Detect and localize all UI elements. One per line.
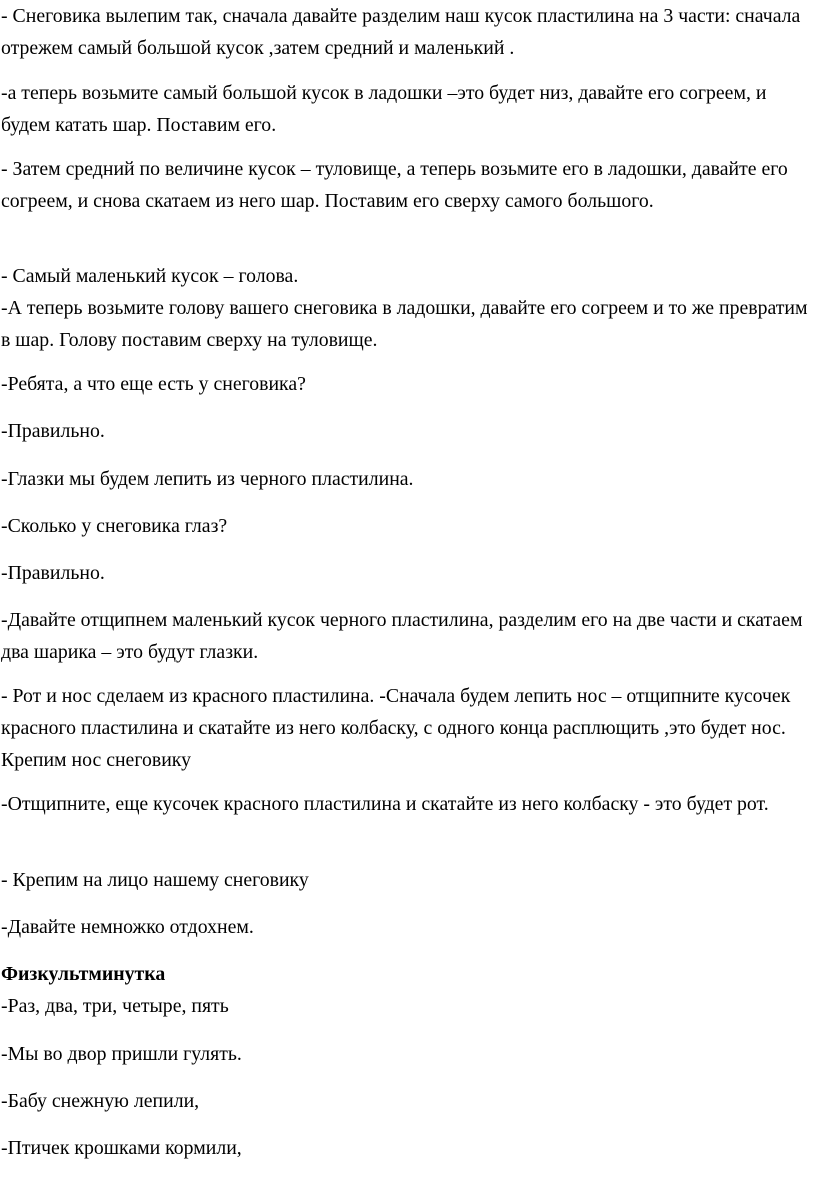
paragraph-12: - Рот и нос сделаем из красного пластилина. -Сначала будем лепить нос – отщипните кусочек красного пластилина и скатайте из него колбаску, с одного конца расплющить ,это будет нос. Крепим нос снеговику: [1, 685, 791, 771]
paragraph-6: -Ребята, а что еще есть у снеговика?: [1, 373, 306, 395]
paragraph-1: - Снеговика вылепим так, сначала давайте разделим наш кусок пластилина на 3 части: сначала отрежем самый большой кусок ,затем средний и маленький .: [1, 5, 801, 59]
paragraph-13: -Отщипните, еще кусочек красного пластилина и скатайте из него колбаску - это будет рот.: [1, 793, 769, 815]
poem-line-1: -Раз, два, три, четыре, пять: [1, 995, 229, 1017]
paragraph-15: -Давайте немножко отдохнем.: [1, 916, 254, 938]
paragraph-14: - Крепим на лицо нашему снеговику: [1, 869, 309, 891]
poem-line-2: -Мы во двор пришли гулять.: [1, 1043, 242, 1065]
paragraph-2: -а теперь возьмите самый большой кусок в ладошки –это будет низ, давайте его согреем, и будем катать шар. Поставим его.: [1, 82, 767, 136]
section-heading: Физкультминутка: [1, 963, 166, 985]
paragraph-3: - Затем средний по величине кусок – туловище, а теперь возьмите его в ладошки, давайте его согреем, и снова скатаем из него шар. Поставим его сверху самого большого.: [1, 158, 788, 212]
paragraph-4: - Самый маленький кусок – голова.: [1, 265, 299, 287]
paragraph-5: -А теперь возьмите голову вашего снеговика в ладошки, давайте его согреем и то же превратим в шар. Голову поставим сверху на туловище.: [1, 297, 808, 351]
paragraph-10: -Правильно.: [1, 562, 105, 584]
paragraph-9: -Сколько у снеговика глаз?: [1, 515, 228, 537]
poem-line-3: -Бабу снежную лепили,: [1, 1090, 200, 1112]
poem-line-4: -Птичек крошками кормили,: [1, 1137, 242, 1159]
paragraph-11: -Давайте отщипнем маленький кусок черного пластилина, разделим его на две части и скатаем два шарика – это будут глазки.: [1, 609, 803, 663]
paragraph-7: -Правильно.: [1, 420, 105, 442]
paragraph-8: -Глазки мы будем лепить из черного пластилина.: [1, 468, 414, 490]
